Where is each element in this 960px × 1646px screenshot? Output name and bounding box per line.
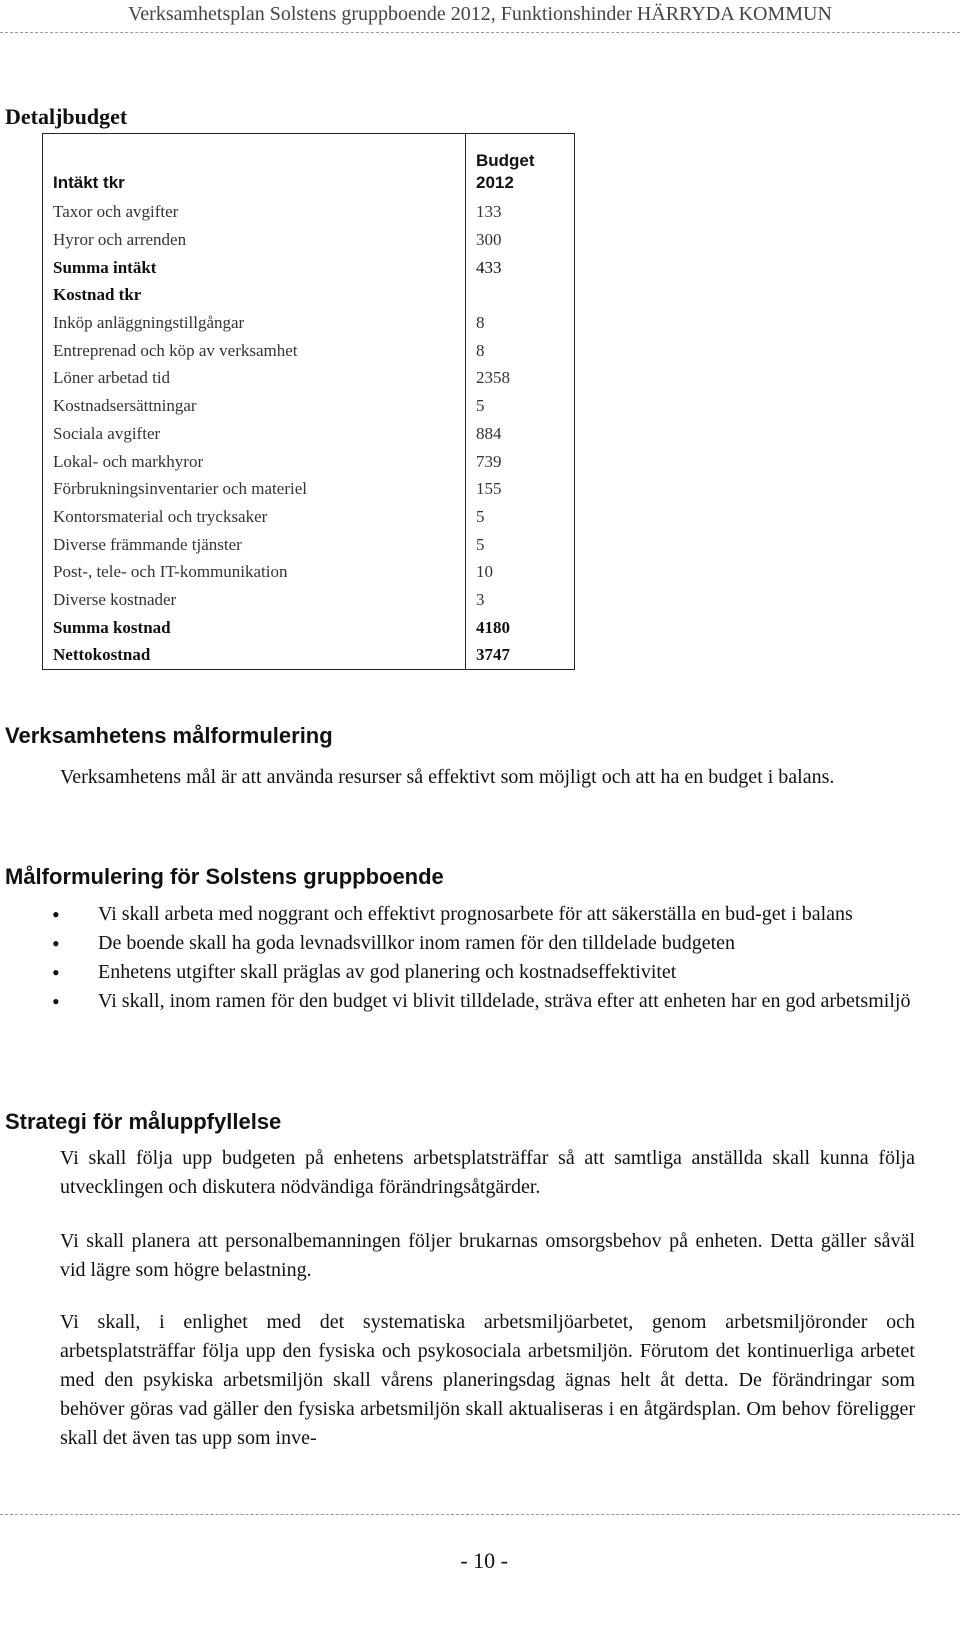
page-number — [0, 1548, 960, 1574]
table-row — [43, 226, 575, 254]
footer-divider — [0, 1514, 960, 1515]
col-header-budget — [466, 134, 575, 199]
row-value: 155 — [466, 475, 575, 503]
bullet-icon: • — [52, 931, 60, 956]
row-label: Taxor och avgifter — [43, 198, 466, 226]
row-value: 10 — [466, 558, 575, 586]
row-label: Sociala avgifter — [43, 420, 466, 448]
table-row — [43, 447, 575, 475]
row-value: 8 — [466, 309, 575, 337]
table-row — [43, 586, 575, 614]
row-value: 4180 — [466, 613, 575, 641]
row-value: 884 — [466, 420, 575, 448]
strategi-paragraph-3: Vi skall, i enlighet med det systematiska arbetsmiljöarbetet, genom arbetsmiljöronder och arbetsplatsträffar följa upp den fysiska och psykosociala arbetsmiljön. Förutom det kontinuerliga arbetet med den psykiska arbetsmiljön skall vårens planeringsdag ägnas helt åt detta. De förändringar som behöver göras vad gäller den fysiska arbetsmiljön skall aktualiseras i en åtgärdsplan. Om behov föreligger skall det även tas upp som inve- — [60, 1311, 915, 1449]
col-header-budget-line2: 2012 — [476, 173, 514, 192]
list-item — [52, 900, 922, 929]
bullet-icon: • — [52, 902, 60, 927]
row-label: Summa intäkt — [43, 253, 466, 281]
row-label: Lokal- och markhyror — [43, 447, 466, 475]
table-row — [43, 392, 575, 420]
page-number-text: - 10 - — [460, 1548, 508, 1573]
row-value: 133 — [466, 198, 575, 226]
strategi-paragraph-1: Vi skall följa upp budgeten på enhetens arbetsplatsträffar så att samtliga anställda skall kunna följa utvecklingen och diskutera nödvändiga förändringsåtgärder. — [60, 1147, 915, 1198]
row-value — [466, 281, 575, 309]
row-label: Löner arbetad tid — [43, 364, 466, 392]
row-value: 300 — [466, 226, 575, 254]
table-row — [43, 558, 575, 586]
row-value: 8 — [466, 336, 575, 364]
page-header: Verksamhetsplan Solstens gruppboende 2012, Funktionshinder HÄRRYDA KOMMUN — [128, 3, 832, 25]
table-row — [43, 475, 575, 503]
row-value: 3 — [466, 586, 575, 614]
row-label: Kostnadsersättningar — [43, 392, 466, 420]
list-item — [52, 987, 922, 1016]
row-label: Summa kostnad — [43, 613, 466, 641]
table-row — [43, 253, 575, 281]
row-value: 433 — [466, 253, 575, 281]
table-row — [43, 503, 575, 531]
col-header-budget-line1: Budget — [476, 151, 535, 170]
row-label: Post-, tele- och IT-kommunikation — [43, 558, 466, 586]
row-label: Entreprenad och köp av verksamhet — [43, 336, 466, 364]
table-row — [43, 364, 575, 392]
row-label: Förbrukningsinventarier och materiel — [43, 475, 466, 503]
table-row — [43, 336, 575, 364]
col-header-label: Intäkt tkr — [43, 134, 466, 199]
row-value: 5 — [466, 392, 575, 420]
row-value: 3747 — [466, 641, 575, 669]
table-row — [43, 530, 575, 558]
row-label: Kontorsmaterial och trycksaker — [43, 503, 466, 531]
solsten-heading: Målformulering för Solstens gruppboende — [5, 864, 444, 889]
strategi-paragraph-2: Vi skall planera att personalbemanningen följer brukarnas omsorgsbehov på enheten. Detta gäller såväl vid lägre som högre belastning. — [60, 1230, 915, 1281]
budget-table-header — [43, 134, 575, 199]
goal-text: Vi skall, inom ramen för den budget vi blivit tilldelade, sträva efter att enheten har en god arbetsmiljö — [98, 990, 911, 1012]
table-row — [43, 420, 575, 448]
row-value: 739 — [466, 447, 575, 475]
row-value: 5 — [466, 503, 575, 531]
row-label: Inköp anläggningstillgångar — [43, 309, 466, 337]
row-label: Diverse främmande tjänster — [43, 530, 466, 558]
table-row — [43, 613, 575, 641]
bullet-icon: • — [52, 989, 60, 1014]
list-item — [52, 929, 922, 958]
table-row — [43, 198, 575, 226]
row-label: Hyror och arrenden — [43, 226, 466, 254]
table-row — [43, 309, 575, 337]
goal-text: De boende skall ha goda levnadsvillkor inom ramen för den tilldelade budgeten — [98, 932, 736, 954]
bullet-icon: • — [52, 960, 60, 985]
header-divider — [0, 32, 960, 33]
malformulering-text: Verksamhetens mål är att använda resurser så effektivt som möjligt och att ha en budget i balans. — [60, 766, 835, 788]
row-label: Nettokostnad — [43, 641, 466, 669]
goal-text: Enhetens utgifter skall präglas av god planering och kostnadseffektivitet — [98, 961, 677, 983]
table-row — [43, 281, 575, 309]
table-row — [43, 641, 575, 669]
row-label: Kostnad tkr — [43, 281, 466, 309]
row-value: 5 — [466, 530, 575, 558]
row-value: 2358 — [466, 364, 575, 392]
strategi-heading: Strategi för måluppfyllelse — [5, 1109, 282, 1134]
malformulering-heading: Verksamhetens målformulering — [5, 723, 333, 748]
detaljbudget-heading: Detaljbudget — [5, 104, 128, 129]
budget-table — [42, 133, 575, 670]
row-label: Diverse kostnader — [43, 586, 466, 614]
goals-list — [52, 900, 922, 1016]
list-item — [52, 958, 922, 987]
goal-text: Vi skall arbeta med noggrant och effektivt prognosarbete för att säkerställa en bud-get i balans — [98, 903, 853, 925]
